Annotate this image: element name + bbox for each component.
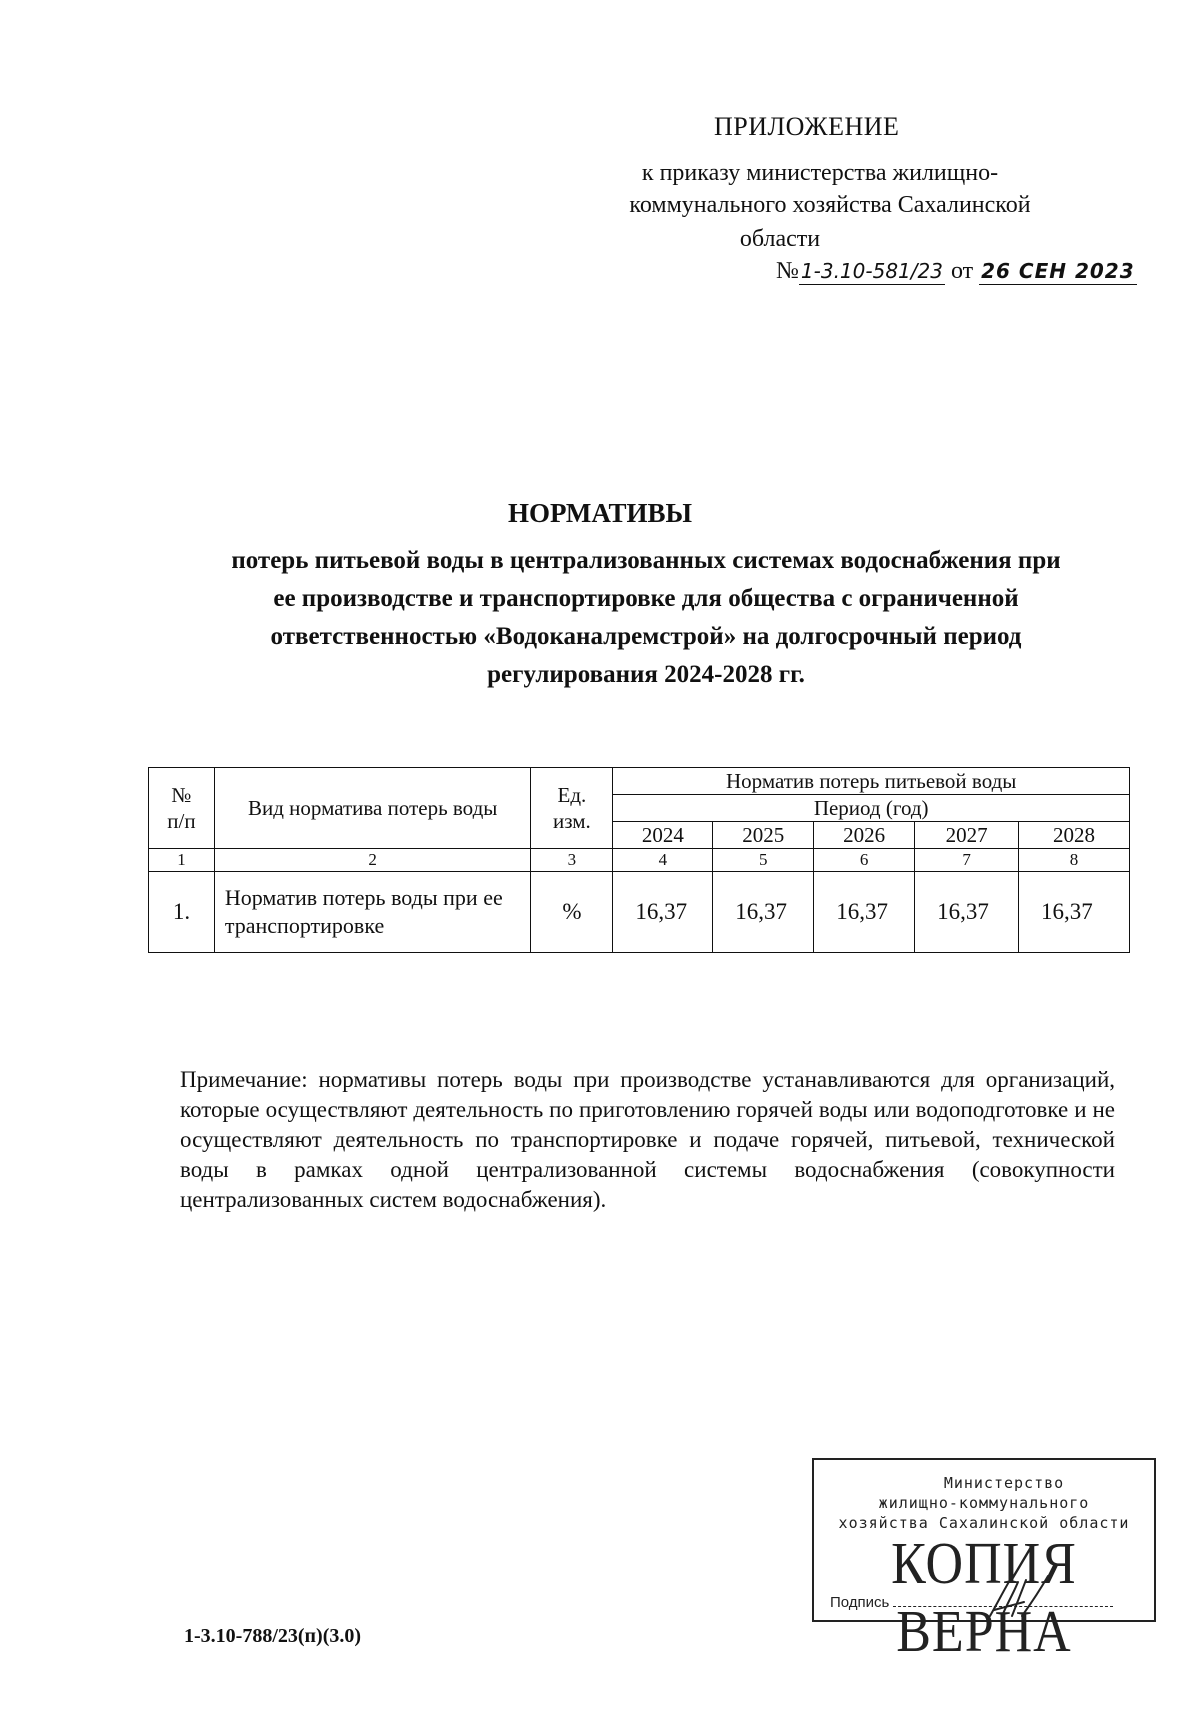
document-title: НОРМАТИВЫ (507, 498, 693, 528)
document-code: 1-3.10-788/23(п)(3.0) (184, 1625, 362, 1647)
row-value: 16,37 (713, 872, 814, 953)
header-norm-type: Вид норматива потерь воды (214, 768, 531, 849)
row-value: 16,37 (1019, 872, 1130, 953)
stamp-main-text: КОПИЯ ВЕРНА (891, 1531, 1077, 1665)
header-norm-group: Норматив потерь питьевой воды (613, 768, 1130, 795)
header-year: 2025 (713, 822, 814, 849)
stamp-signature-row (830, 1594, 1113, 1611)
column-number: 5 (713, 849, 814, 872)
row-value: 16,37 (915, 872, 1019, 953)
row-value: 16,37 (613, 872, 713, 953)
table-row (149, 872, 1130, 953)
order-number-handwritten: 1-3.10-581/23 (800, 259, 943, 283)
header-year: 2027 (915, 822, 1019, 849)
header-row-number: № п/п (149, 768, 215, 849)
subtitle-line-1: потерь питьевой воды в централизованных системах водоснабжения при (231, 547, 1061, 574)
appendix-order-line-1: к приказу министерства жилищно- (641, 160, 999, 186)
appendix-order-line-2: коммунального хозяйства Сахалинской (629, 192, 1031, 218)
column-number: 3 (531, 849, 613, 872)
subtitle-line-2: ее производстве и транспортировке для общества с ограниченной (273, 585, 1019, 612)
appendix-title: ПРИЛОЖЕНИЕ (714, 112, 900, 141)
order-date-stamp: 26 СЕН 2023 (981, 259, 1135, 283)
stamp-signature-label: Подпись (830, 1594, 890, 1611)
stamp-line-3: хозяйства Сахалинской области (838, 1514, 1130, 1532)
header-year: 2024 (613, 822, 713, 849)
header-year: 2026 (814, 822, 915, 849)
norms-table (148, 767, 1130, 953)
stamp-line-2: жилищно-коммунального (878, 1494, 1090, 1512)
row-norm-type: Норматив потерь воды при ее транспортировке (214, 872, 531, 953)
column-number: 6 (814, 849, 915, 872)
order-number-prefix: № (776, 258, 799, 284)
header-unit: Ед. изм. (531, 768, 613, 849)
document-subtitle (176, 542, 1116, 694)
handwritten-signature-icon (984, 1572, 1054, 1622)
subtitle-line-4: регулирования 2024-2028 гг. (487, 661, 805, 688)
column-number: 4 (613, 849, 713, 872)
header-year: 2028 (1019, 822, 1130, 849)
appendix-order-line-3: области (739, 226, 821, 252)
column-number: 8 (1019, 849, 1130, 872)
order-number-line (776, 258, 1137, 285)
row-value: 16,37 (814, 872, 915, 953)
column-number: 2 (214, 849, 531, 872)
order-from-label: от (950, 258, 974, 284)
header-period: Период (год) (613, 795, 1130, 822)
row-unit: % (531, 872, 613, 953)
column-number: 7 (915, 849, 1019, 872)
note-paragraph: Примечание: нормативы потерь воды при производстве устанавливаются для организаций, которые осуществляют деятельность по приготовлению горячей воды или водоподготовке и не осуществляют деятельность по транспортировке и подаче горячей, питьевой, технической воды в рамках одной централизованной системы водоснабжения (совокупности централизованных систем водоснабжения). (180, 1067, 1115, 1212)
stamp-line-1: Министерство (943, 1474, 1065, 1492)
subtitle-line-3: ответственностью «Водоканалремстрой» на долгосрочный период (270, 623, 1022, 650)
row-number: 1. (149, 872, 215, 953)
certified-copy-stamp (812, 1458, 1156, 1665)
column-number: 1 (149, 849, 215, 872)
